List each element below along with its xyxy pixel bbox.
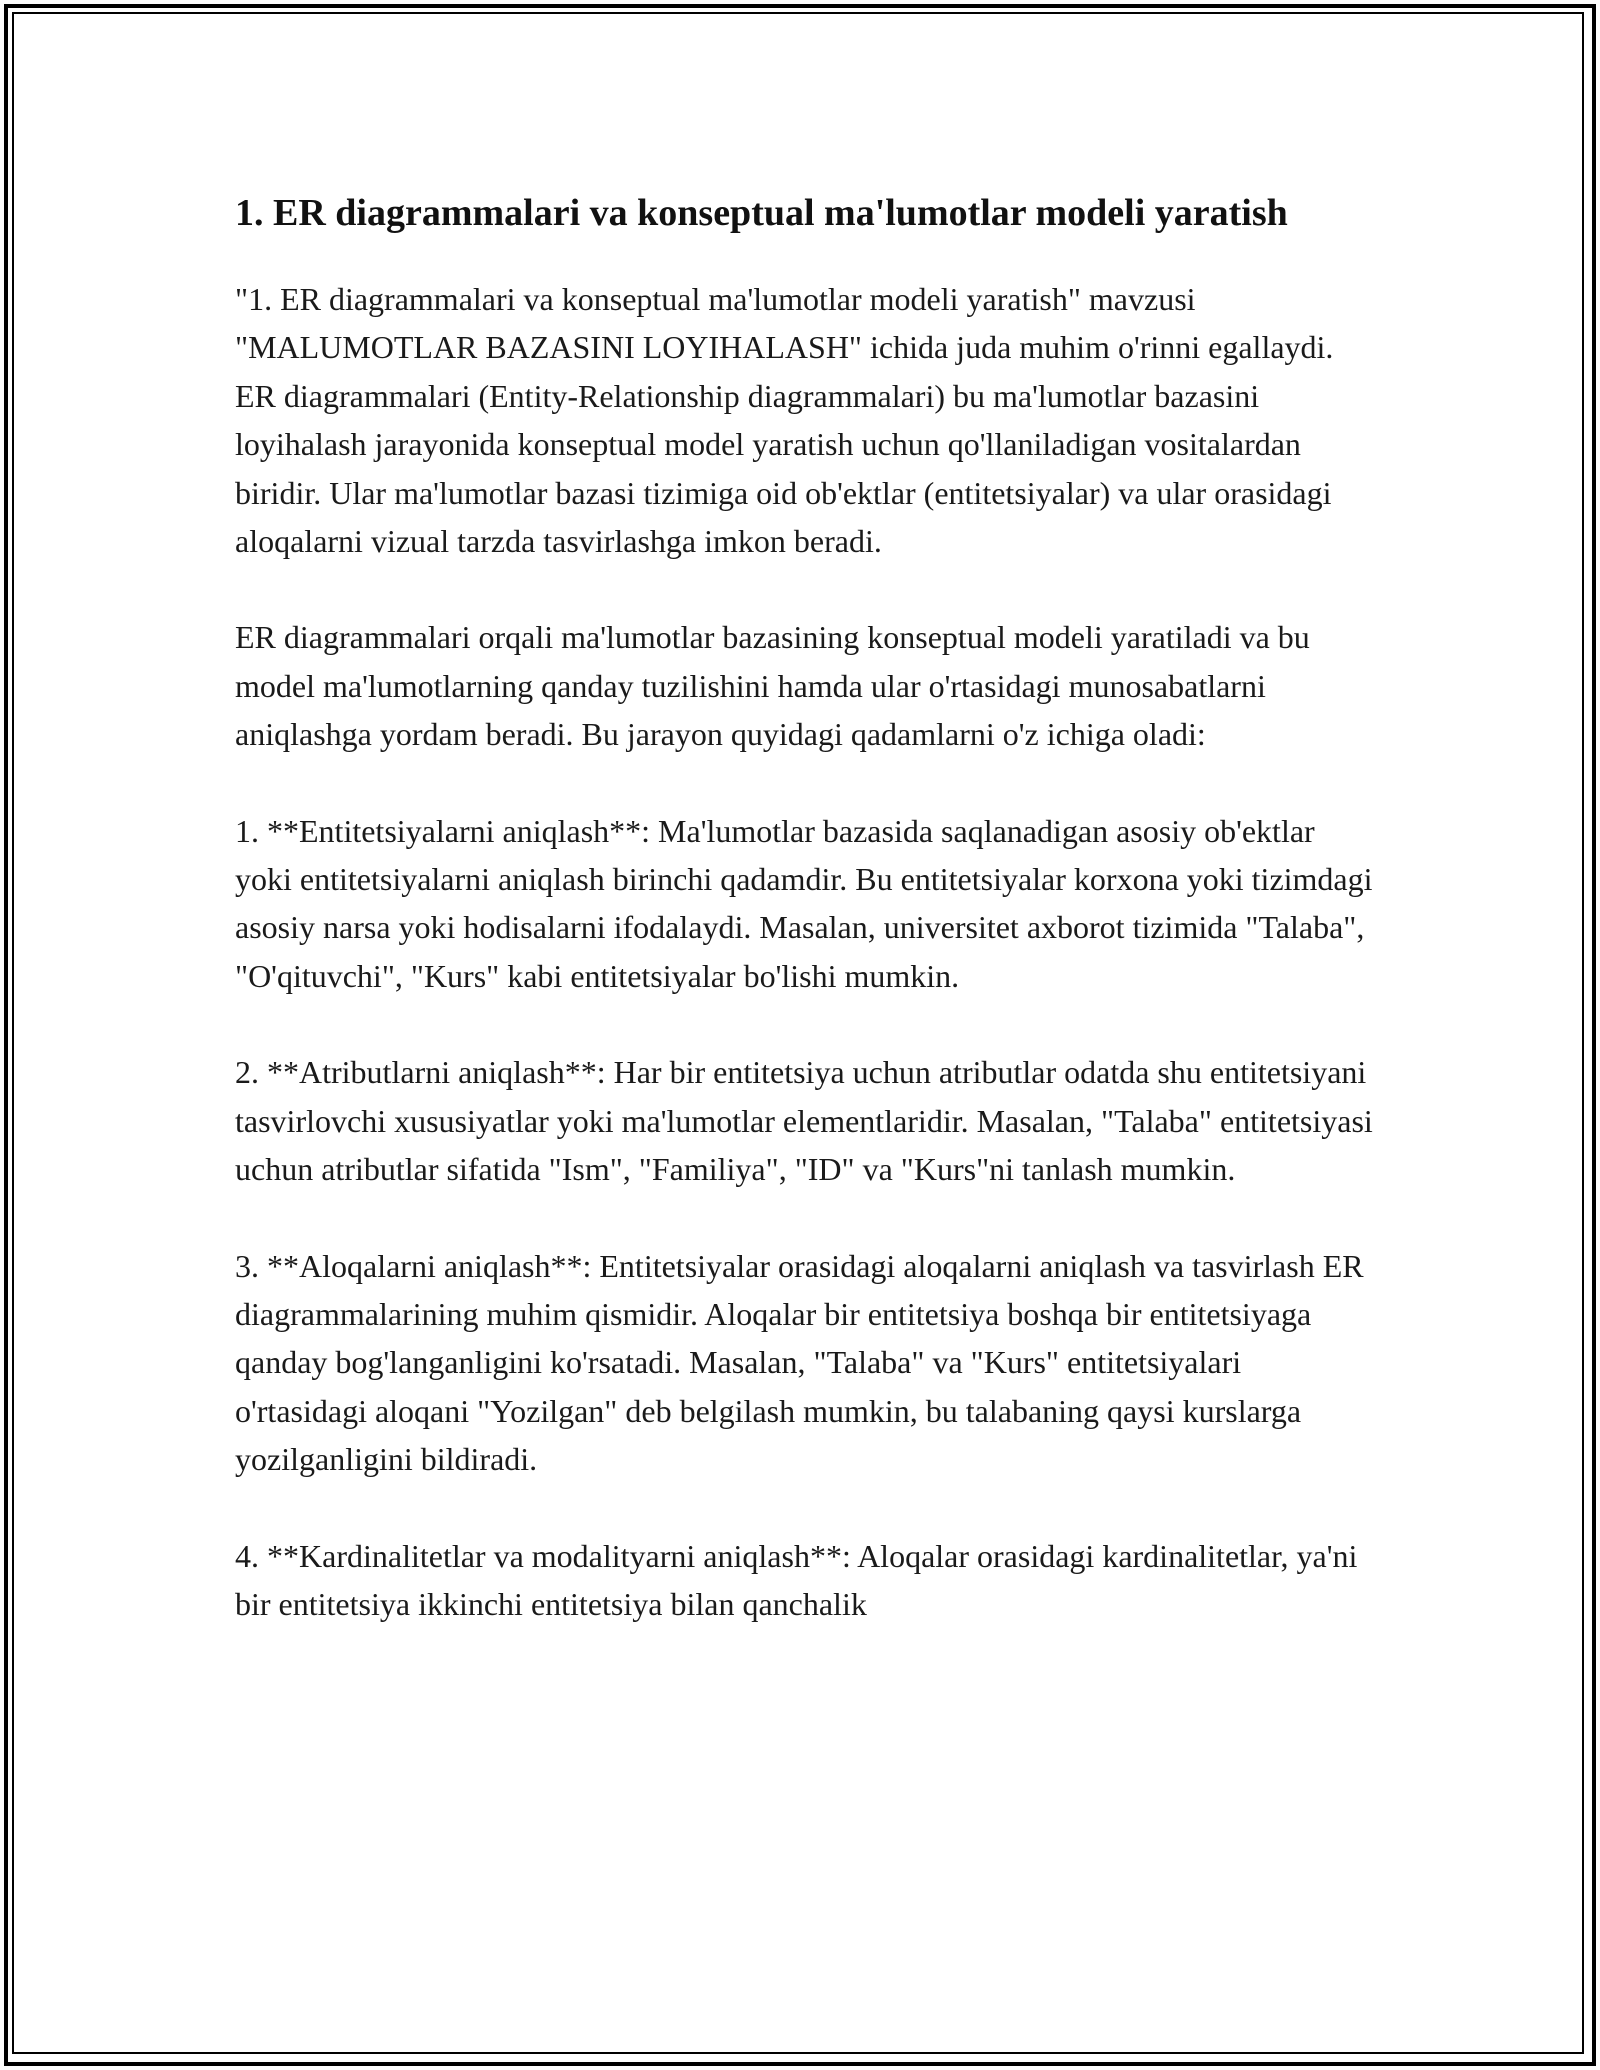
document-body [235,186,1381,1676]
document-heading: 1. ER diagrammalari va konseptual ma'lumotlar modeli yaratish [235,192,1288,234]
step-3-paragraph: 3. **Aloqalarni aniqlash**: Entitetsiyalar orasidagi aloqalarni aniqlash va tasvirlash ER diagrammalarining muhim qismidir. Aloqalar bir entitetsiya boshqa bir entitetsiyaga qanday bog'langanligini ko'rsatadi. Masalan, "Talaba" va "Kurs" entitetsiyalari o'rtasidagi aloqani "Yozilgan" deb belgilash mumkin, bu talabaning qaysi kurslarga yozilganligini bildiradi. [235,1247,1372,1478]
step-1-paragraph: 1. **Entitetsiyalarni aniqlash**: Ma'lumotlar bazasida saqlanadigan asosiy ob'ektlar yoki entitetsiyalarni aniqlash birinchi qadamdir. Bu entitetsiyalar korxona yoki tizimdagi asosiy narsa yoki hodisalarni ifodalaydi. Masalan, universitet axborot tizimida "Talaba", "O'qituvchi", "Kurs" kabi entitetsiyalar bo'lishi mumkin. [235,812,1381,994]
overview-paragraph: ER diagrammalari orqali ma'lumotlar bazasining konseptual modeli yaratiladi va bu model ma'lumotlarning qanday tuzilishini hamda ular o'rtasidagi munosabatlarni aniqlashga yordam beradi. Bu jarayon quyidagi qadamlarni o'z ichiga oladi: [235,619,1318,753]
intro-paragraph: "1. ER diagrammalari va konseptual ma'lumotlar modeli yaratish" mavzusi "MALUMOTLAR BAZASINI LOYIHALASH" ichida juda muhim o'rinni egallaydi. ER diagrammalari (Entity-Relationship diagrammalari) bu ma'lumotlar bazasini loyihalash jarayonida konseptual model yaratish uchun qo'llaniladigan vositalardan biridir. Ular ma'lumotlar bazasi tizimiga oid ob'ektlar (entitetsiyalar) va ular orasidagi aloqalarni vizual tarzda tasvirlashga imkon beradi. [235,281,1342,560]
step-2-paragraph: 2. **Atributlarni aniqlash**: Har bir entitetsiya uchun atributlar odatda shu entitetsiyani tasvirlovchi xususiyatlar yoki ma'lumotlar elementlaridir. Masalan, "Talaba" entitetsiyasi uchun atributlar sifatida "Ism", "Familiya", "ID" va "Kurs"ni tanlash mumkin. [235,1054,1381,1188]
step-4-paragraph: 4. **Kardinalitetlar va modalityarni aniqlash**: Aloqalar orasidagi kardinalitetlar, ya'ni bir entitetsiya ikkinchi entitetsiya bilan qanchalik [235,1537,1366,1622]
